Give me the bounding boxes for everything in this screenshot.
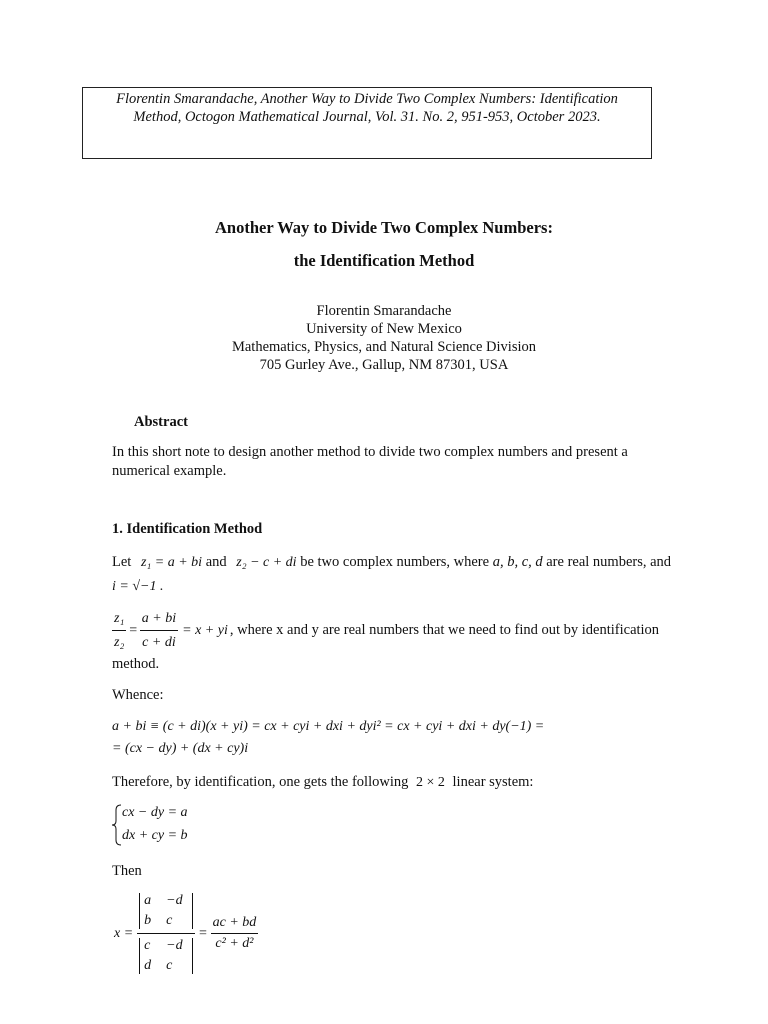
abstract-heading: Abstract	[134, 414, 188, 430]
result-numerator: ac + bd	[211, 915, 259, 934]
and-word: and	[205, 554, 227, 570]
quotient-rest-text: , where x and y are real numbers that we need to find out by identification	[229, 622, 660, 638]
therefore-text: Therefore, by identification, one gets the following	[112, 774, 409, 790]
section-heading: 1. Identification Method	[112, 521, 263, 537]
result-fraction	[211, 915, 259, 952]
author-affiliation-2: Mathematics, Physics, and Natural Science Division	[231, 339, 537, 355]
abstract-line-1: In this short note to design another method to divide two complex numbers and present a	[112, 444, 628, 460]
expansion-line-2: = (cx − dy) + (dx + cy)i	[112, 741, 249, 756]
det-cell: −d	[166, 938, 183, 953]
abstract-text	[112, 443, 712, 481]
det-cell: d	[144, 958, 152, 973]
citation-text	[83, 90, 651, 126]
quotient-equation	[112, 609, 659, 652]
equals-sign: =	[128, 623, 138, 638]
z-fraction	[112, 609, 126, 652]
author-name: Florentin Smarandache	[316, 303, 452, 319]
author-block	[0, 302, 768, 374]
det-cell: c	[166, 958, 173, 973]
result-denominator: c² + d²	[215, 936, 254, 951]
det-cell: c	[166, 913, 173, 928]
z1-definition: z₁ = a + bi	[140, 555, 203, 570]
denominator-determinant	[139, 938, 193, 974]
ab-fraction-numerator: a + bi	[140, 609, 178, 631]
numerator-determinant	[139, 893, 193, 929]
author-affiliation-1: University of New Mexico	[306, 321, 462, 337]
system-dimension: 2 × 2	[415, 775, 445, 790]
citation-line-1: Florentin Smarandache, Another Way to Divide Two Complex Numbers: Identification	[116, 91, 618, 107]
z-fraction-denominator: z₂	[114, 635, 125, 650]
xy-expression: = x + yi	[182, 623, 228, 638]
variable-list: a, b, c, d	[492, 554, 543, 570]
author-address: 705 Gurley Ave., Gallup, NM 87301, USA	[259, 357, 509, 373]
let-tail-text: are real numbers, and	[546, 554, 672, 570]
method-word: method.	[112, 656, 160, 672]
determinant-fraction	[137, 893, 195, 974]
cramer-formula	[114, 893, 258, 974]
determinant-fraction-denominator	[137, 934, 195, 974]
det-cell: −d	[166, 893, 183, 908]
abstract-line-2: numerical example.	[112, 463, 227, 479]
system-equation-1: cx − dy = a	[122, 805, 188, 820]
x-equals: x =	[114, 925, 134, 941]
expansion-line-1: a + bi ≡ (c + di)(x + yi) = cx + cyi + dxi + dyi² = cx + cyi + dxi + dy(−1) =	[112, 719, 545, 734]
ab-fraction-denominator: c + di	[142, 635, 176, 650]
determinant-fraction-numerator	[137, 893, 195, 934]
det-cell: c	[144, 938, 151, 953]
z-fraction-numerator: z₁	[112, 609, 126, 631]
then-text: Then	[112, 863, 142, 879]
let-rest-text: be two complex numbers, where	[300, 554, 490, 570]
let-word: Let	[112, 554, 132, 570]
linear-system-text: linear system:	[452, 774, 534, 790]
left-brace-icon	[112, 804, 122, 846]
therefore-paragraph	[112, 773, 533, 792]
det-cell: a	[144, 893, 152, 908]
i-definition: i = √−1 .	[112, 579, 164, 594]
paper-title-line-1: Another Way to Divide Two Complex Numbers:	[215, 218, 553, 237]
citation-line-2: Method, Octogon Mathematical Journal, Vol. 31. No. 2, 951-953, October 2023.	[133, 109, 601, 125]
result-equals: =	[198, 925, 208, 941]
z2-definition: z₂ − c + di	[236, 555, 297, 570]
paper-title-line-2: the Identification Method	[293, 251, 475, 270]
whence-text: Whence:	[112, 687, 164, 703]
ab-fraction	[140, 609, 178, 652]
let-paragraph	[112, 553, 671, 572]
system-equation-2: dx + cy = b	[122, 828, 188, 843]
citation-box	[82, 87, 652, 159]
det-cell: b	[144, 913, 152, 928]
